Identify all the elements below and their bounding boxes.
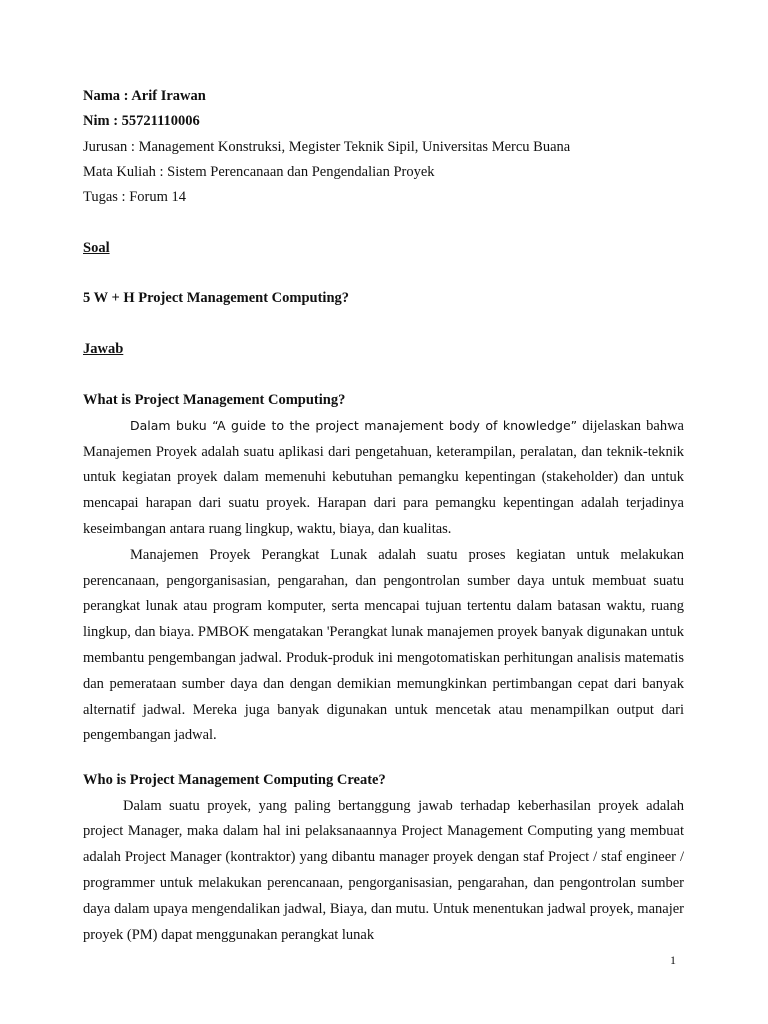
what-paragraph-1 <box>83 413 684 543</box>
jawab-heading: Jawab <box>83 340 124 357</box>
spacer <box>83 210 684 235</box>
what-paragraph-2: Manajemen Proyek Perangkat Lunak adalah suatu proses kegiatan untuk melakukan perencanaan, pengorganisasian, pengarahan, dan pengontrolan sumber daya untuk membuat suatu perangkat lunak atau program komputer, serta mencapai tujuan tertentu dalam batasan waktu, ruang lingkup, dan biaya. PMBOK mengatakan 'Perangkat lunak manajemen proyek banyak digunakan untuk membantu pengembangan jadwal. Produk-produk ini mengotomatiskan perhitungan analisis matematis dan pemerataan sumber daya dan dengan demikian memungkinkan pertimbangan cepat dari banyak alternatif jadwal. Mereka juga banyak digunakan untuk mencetak atau menampilkan output dari pengembangan jadwal. <box>83 546 684 744</box>
spacer <box>83 362 684 387</box>
student-name: Nama : Arif Irawan <box>83 88 206 104</box>
who-heading: Who is Project Management Computing Create? <box>83 772 386 789</box>
page-number: 1 <box>670 953 676 967</box>
spacer <box>83 312 684 337</box>
spacer <box>83 749 684 768</box>
course-name: Mata Kuliah : Sistem Perencanaan dan Pengendalian Proyek <box>83 163 435 180</box>
student-nim: Nim : 55721110006 <box>83 113 200 130</box>
document-page <box>83 84 684 948</box>
who-paragraph-1: Dalam suatu proyek, yang paling bertanggung jawab terhadap keberhasilan proyek adalah project Manager, maka dalam hal ini pelaksanaannya Project Management Computing yang membuat adalah Project Manager (kontraktor) yang dibantu manager proyek dengan staf Project / staf engineer / programmer untuk melakukan perencanaan, pengorganisasian, pengarahan, dan pengontrolan sumber daya dalam upaya mengendalikan jadwal, Biaya, dan mutu. Untuk menentukan jadwal proyek, manajer proyek (PM) dapat menggunakan perangkat lunak <box>83 797 684 943</box>
book-title-reference: Dalam buku “A guide to the project manajement body of knowledge” <box>130 417 578 433</box>
spacer <box>83 261 684 286</box>
soal-heading: Soal <box>83 239 110 256</box>
what-heading: What is Project Management Computing? <box>83 391 346 408</box>
student-jurusan: Jurusan : Management Konstruksi, Megister Teknik Sipil, Universitas Mercu Buana <box>83 138 571 155</box>
assignment-name: Tugas : Forum 14 <box>83 189 187 206</box>
what-paragraph-1-text: dijelaskan bahwa Manajemen Proyek adalah suatu aplikasi dari pengetahuan, keterampilan, peralatan, dan teknik-teknik untuk kegiatan proyek dalam memenuhi kebutuhan pemangku kepentingan (stakeholder) dan untuk mencapai harapan dari suatu proyek. Harapan dari para pemangku kepentingan adalah terjadinya keseimbangan antara ruang lingkup, waktu, biaya, dan kualitas. <box>83 417 684 538</box>
soal-question: 5 W + H Project Management Computing? <box>83 290 350 307</box>
